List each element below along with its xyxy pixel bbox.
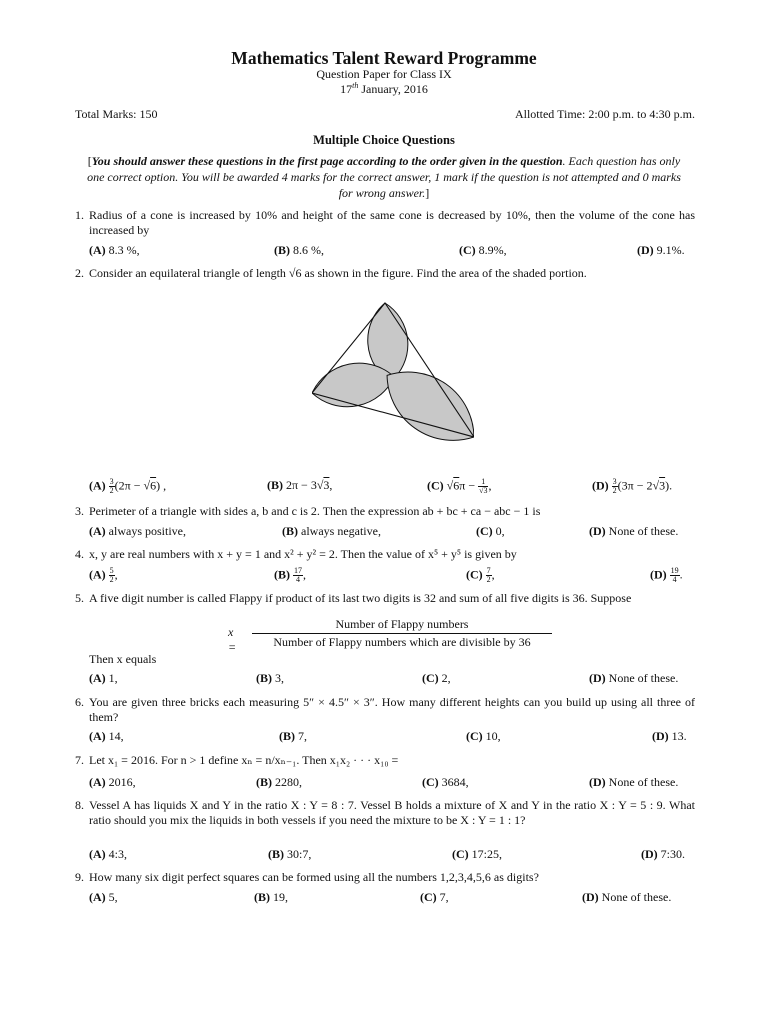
question-text: Consider an equilateral triangle of length √6 as shown in the figure. Find the area of the shaded portion. bbox=[89, 266, 587, 280]
question-number: 2. bbox=[75, 266, 84, 280]
paper-subtitle: Question Paper for Class IX bbox=[316, 67, 452, 81]
q7-option-c[interactable]: (C) 3684, bbox=[422, 775, 469, 789]
q5-option-b[interactable]: (B) 3, bbox=[256, 671, 284, 685]
instructions-bold: You should answer these questions in the first page according to the order given in the question bbox=[91, 154, 563, 168]
q6-option-b[interactable]: (B) 7, bbox=[279, 729, 307, 743]
total-marks: Total Marks: 150 bbox=[75, 107, 158, 121]
q1-option-a[interactable]: (A) 8.3 %, bbox=[89, 243, 140, 257]
q9-option-c[interactable]: (C) 7, bbox=[420, 890, 449, 904]
question-text: How many six digit perfect squares can be formed using all the numbers 1,2,3,4,5,6 as digits? bbox=[89, 870, 539, 884]
date-suffix: th bbox=[352, 81, 359, 90]
q6-option-d[interactable]: (D) 13. bbox=[652, 729, 687, 743]
question-number: 7. bbox=[75, 753, 84, 767]
q3-option-a[interactable]: (A) always positive, bbox=[89, 524, 186, 538]
q3-option-d[interactable]: (D) None of these. bbox=[589, 524, 679, 538]
q5-option-c[interactable]: (C) 2, bbox=[422, 671, 451, 685]
q7-option-d[interactable]: (D) None of these. bbox=[589, 775, 679, 789]
q4-option-b[interactable]: (B) $\frac{17}{4}$ , bbox=[274, 566, 306, 584]
q4-option-a[interactable]: (A) $\frac{5}{2}$ , bbox=[89, 566, 118, 584]
question-number: 1. bbox=[75, 208, 84, 222]
formula-fraction bbox=[252, 617, 552, 650]
allotted-time: Allotted Time: 2:00 p.m. to 4:30 p.m. bbox=[514, 107, 695, 121]
q7-option-a[interactable]: (A) 2016, bbox=[89, 775, 136, 789]
q8-option-b[interactable]: (B) 30:7, bbox=[268, 847, 312, 861]
instructions-italic: . Each question has only one correct option. You will be awarded 4 marks for the correct answer, 1 mark if the question is not attempted and 0 marks for wrong answer. bbox=[87, 154, 681, 200]
q8-option-d[interactable]: (D) 7:30. bbox=[641, 847, 686, 861]
question-text: A five digit number is called Flappy if product of its last two digits is 32 and sum of all five digits is 36. Suppose bbox=[89, 591, 632, 605]
q6-option-c[interactable]: (C) 10, bbox=[466, 729, 501, 743]
q8-option-a[interactable]: (A) 4:3, bbox=[89, 847, 128, 861]
question-text: Radius of a cone is increased by 10% and height of the same cone is decreased by 10%, then the volume of the cone has increased by bbox=[89, 208, 695, 237]
paper-title: Mathematics Talent Reward Programme bbox=[231, 48, 537, 68]
q5-option-d[interactable]: (D) None of these. bbox=[589, 671, 679, 685]
instructions: [You should answer these questions in the first page according to the order given in the question. Each question has only one correct option. You will be awarded 4 marks for the correct answer, 1 mark if the question is not attempted and 0 marks for wrong answer.] bbox=[87, 154, 681, 200]
question-text: You are given three bricks each measuring 5″ × 4.5″ × 3″. How many different heights can you build up using all three of them? bbox=[89, 695, 695, 724]
petal-left bbox=[312, 363, 394, 407]
q2-option-b[interactable]: (B) 2π − 3√3, bbox=[267, 478, 333, 492]
q2-option-a[interactable]: (A) $\frac{3}{2}$ (2π − √6) , bbox=[89, 477, 167, 495]
q1-option-b[interactable]: (B) 8.6 %, bbox=[274, 243, 324, 257]
q2-option-c[interactable]: (C) √6π − $\frac{1}{√3}$ , bbox=[427, 477, 492, 495]
q9-option-b[interactable]: (B) 19, bbox=[254, 890, 288, 904]
question-text: Perimeter of a triangle with sides a, b and c is 2. Then the expression ab + bc + ca − abc − 1 is bbox=[89, 504, 541, 518]
q3-option-c[interactable]: (C) 0, bbox=[476, 524, 505, 538]
q9-option-a[interactable]: (A) 5, bbox=[89, 890, 118, 904]
q5-option-a[interactable]: (A) 1, bbox=[89, 671, 118, 685]
question-number: 9. bbox=[75, 870, 84, 884]
question-number: 4. bbox=[75, 547, 84, 561]
section-title: Multiple Choice Questions bbox=[313, 133, 455, 147]
q2-option-d[interactable]: (D) $\frac{3}{2}$ (3π − 2√3). bbox=[592, 477, 673, 495]
q3-option-b[interactable]: (B) always negative, bbox=[282, 524, 381, 538]
question-text: x, y are real numbers with x + y = 1 and x² + y² = 2. Then the value of x⁵ + y⁵ is given by bbox=[89, 547, 517, 561]
petal-right bbox=[387, 372, 474, 440]
q9-option-d[interactable]: (D) None of these. bbox=[582, 890, 672, 904]
q6-option-a[interactable]: (A) 14, bbox=[89, 729, 124, 743]
q4-option-d[interactable]: (D) $\frac{19}{4}$ . bbox=[650, 566, 683, 584]
question-number: 3. bbox=[75, 504, 84, 518]
q1-option-c[interactable]: (C) 8.9%, bbox=[459, 243, 507, 257]
formula-lhs: x = bbox=[228, 625, 237, 654]
question-text: Vessel A has liquids X and Y in the ratio X : Y = 8 : 7. Vessel B holds a mixture of X and Y in the ratio X : Y = 5 : 9. What ratio should you mix the liquids in both vessels if you need the mixture to be X : Y = 1 : 1? bbox=[89, 798, 695, 827]
paper-date bbox=[0, 81, 768, 97]
formula-denominator: Number of Flappy numbers which are divisible by 36 bbox=[273, 635, 531, 649]
q7-option-b[interactable]: (B) 2280, bbox=[256, 775, 302, 789]
question-number: 6. bbox=[75, 695, 84, 709]
question-number: 5. bbox=[75, 591, 84, 605]
date-rest: January, 2016 bbox=[358, 82, 428, 96]
shaded-petals bbox=[312, 303, 474, 440]
question-number: 8. bbox=[75, 798, 84, 812]
question-text: Let x₁ = 2016. For n > 1 define xₙ = n/xₙ₋₁. Then x₁x₂ · · · x₁₀ = bbox=[89, 753, 399, 767]
q1-option-d[interactable]: (D) 9.1%. bbox=[637, 243, 685, 257]
triangle-figure bbox=[312, 300, 474, 442]
q4-option-c[interactable]: (C) $\frac{7}{2}$ , bbox=[466, 566, 495, 584]
formula-numerator: Number of Flappy numbers bbox=[252, 617, 552, 634]
q8-option-c[interactable]: (C) 17:25, bbox=[452, 847, 503, 861]
date-day: 17 bbox=[340, 82, 353, 96]
